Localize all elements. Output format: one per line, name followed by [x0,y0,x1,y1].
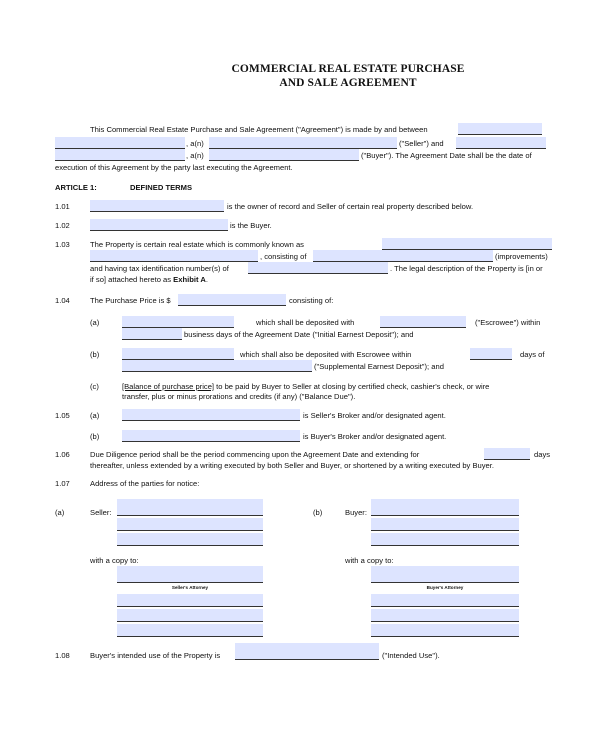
seller-attorney-line-3[interactable] [117,609,263,622]
seller-address-line-1[interactable] [117,499,263,516]
property-location-field[interactable] [90,250,258,262]
section-number-1-07: 1.07 [55,479,70,488]
article-label: ARTICLE 1: [55,183,97,192]
intro-an-2: , a(n) [186,151,204,160]
buyer-address-line-3[interactable] [371,533,519,546]
seller-address-line-2[interactable] [117,518,263,531]
buyer-broker-field[interactable] [122,430,300,442]
buyer-address-line-1[interactable] [371,499,519,516]
buyer-attorney-line-4[interactable] [371,624,519,637]
item-a-escrowee: ("Escrowee") within [475,318,541,327]
seller-type-field[interactable] [209,137,397,149]
section-1-08-suffix: ("Intended Use"). [382,651,440,660]
item-b-label: (b) [90,350,100,359]
broker-a-text: is Seller's Broker and/or designated agent. [303,411,446,420]
section-1-06-text-2: thereafter, unless extended by a writing executed by both Seller and Buyer, or shortened by a writing executed by Buyer. [90,461,494,470]
section-1-06-days: days [534,450,551,459]
section-number-1-03: 1.03 [55,240,70,249]
section-number-1-02: 1.02 [55,221,70,230]
balance-bracket-text: [Balance of purchase price] [122,382,215,391]
tax-id-field[interactable] [248,262,388,274]
buyer-attorney-field[interactable] [371,566,519,583]
section-number-1-08: 1.08 [55,651,70,660]
improvements-field[interactable] [313,250,493,262]
seller-name-field[interactable] [458,123,542,135]
escrowee-field[interactable] [380,316,466,328]
section-1-02-text: is the Buyer. [230,221,272,230]
section-1-07-text: Address of the parties for notice: [90,479,200,488]
seller-copy-label: with a copy to: [90,556,139,565]
buyer-attorney-caption: Buyer's Attorney [426,585,464,590]
supplemental-days-field[interactable] [470,348,512,360]
initial-deposit-field[interactable] [122,316,234,328]
seller-attorney-line-2[interactable] [117,594,263,607]
item-c-text-1a: to be paid by Buyer to Seller at closing by certified check, cashier's check, or wire [214,382,490,391]
buyer-field[interactable] [90,219,228,231]
buyer-attorney-line-2[interactable] [371,594,519,607]
item-c-text-1 [122,382,489,392]
item-a-label: (a) [90,318,100,327]
section-1-03-text-3b: . The legal description of the Property is [in or [390,264,543,273]
buyer-address-label: Buyer: [345,508,367,517]
intro-an-1: , a(n) [186,139,204,148]
consisting-text: consisting of: [289,296,334,305]
section-number-1-05: 1.05 [55,411,70,420]
due-diligence-days-field[interactable] [484,448,530,460]
supplemental-deposit-field[interactable] [122,348,234,360]
section-number-1-04: 1.04 [55,296,70,305]
document-title [0,62,600,90]
buyer-type-field[interactable] [209,149,359,161]
buyer-address-line-2[interactable] [371,518,519,531]
buyer-entity-field[interactable] [55,149,185,161]
purchase-price-text: The Purchase Price is $ [90,296,171,305]
item-a-text-1: which shall be deposited with [256,318,355,327]
section-1-03-text-3a: and having tax identification number(s) of [90,264,229,273]
property-address-field[interactable] [382,238,552,250]
item-b-text-2: ("Supplemental Earnest Deposit"); and [314,362,444,371]
section-1-06-text-1: Due Diligence period shall be the period commencing upon the Agreement Date and extending for [90,450,420,459]
section-number-1-01: 1.01 [55,202,70,211]
broker-b-label: (b) [90,432,100,441]
seller-attorney-field[interactable] [117,566,263,583]
item-a-text-2: business days of the Agreement Date ("Initial Earnest Deposit"); and [184,330,414,339]
supplemental-condition-field[interactable] [122,360,312,372]
address-b-label: (b) [313,508,323,517]
section-1-01-text: is the owner of record and Seller of certain real property described below. [227,202,474,211]
initial-deposit-days-field[interactable] [122,328,182,340]
intended-use-field[interactable] [235,643,379,660]
section-1-03-text-4a: if so] attached hereto as [90,275,174,284]
broker-a-label: (a) [90,411,100,420]
seller-address-label: Seller: [90,508,112,517]
purchase-price-field[interactable] [178,294,286,306]
intro-line-3: execution of this Agreement by the party last executing the Agreement. [55,163,293,172]
seller-owner-field[interactable] [90,200,224,212]
buyer-attorney-line-3[interactable] [371,609,519,622]
section-1-03-text-4b: . [205,275,208,284]
title-line-1: COMMERCIAL REAL ESTATE PURCHASE [231,63,465,75]
intro-line-1: This Commercial Real Estate Purchase and Sale Agreement ("Agreement") is made by and between [90,125,428,134]
buyer-copy-label: with a copy to: [345,556,394,565]
improvements-text: (improvements) [495,252,548,261]
buyer-name-field[interactable] [456,137,546,149]
item-b-days: days of [520,350,545,359]
buyer-suffix: ("Buyer"). The Agreement Date shall be the date of [361,151,532,160]
address-a-label: (a) [55,508,65,517]
seller-attorney-caption: Seller's Attorney [171,585,209,590]
item-c-text-2: transfer, plus or minus prorations and credits (if any) ("Balance Due"). [122,392,356,401]
consisting-of-text: , consisting of [260,252,307,261]
section-number-1-06: 1.06 [55,450,70,459]
seller-entity-field[interactable] [55,137,185,149]
section-1-03-text-4 [90,275,208,285]
item-c-label: (c) [90,382,99,391]
seller-address-line-3[interactable] [117,533,263,546]
item-b-text-1: which shall also be deposited with Escrowee within [240,350,412,359]
seller-suffix: ("Seller") and [399,139,444,148]
exhibit-a-label: Exhibit A [173,275,206,284]
article-heading: DEFINED TERMS [130,183,193,192]
broker-b-text: is Buyer's Broker and/or designated agent. [303,432,447,441]
seller-attorney-line-4[interactable] [117,624,263,637]
section-1-08-text: Buyer's intended use of the Property is [90,651,221,660]
section-1-03-text-1: The Property is certain real estate which is commonly known as [90,240,304,249]
title-line-2: AND SALE AGREEMENT [279,77,417,89]
seller-broker-field[interactable] [122,409,300,421]
